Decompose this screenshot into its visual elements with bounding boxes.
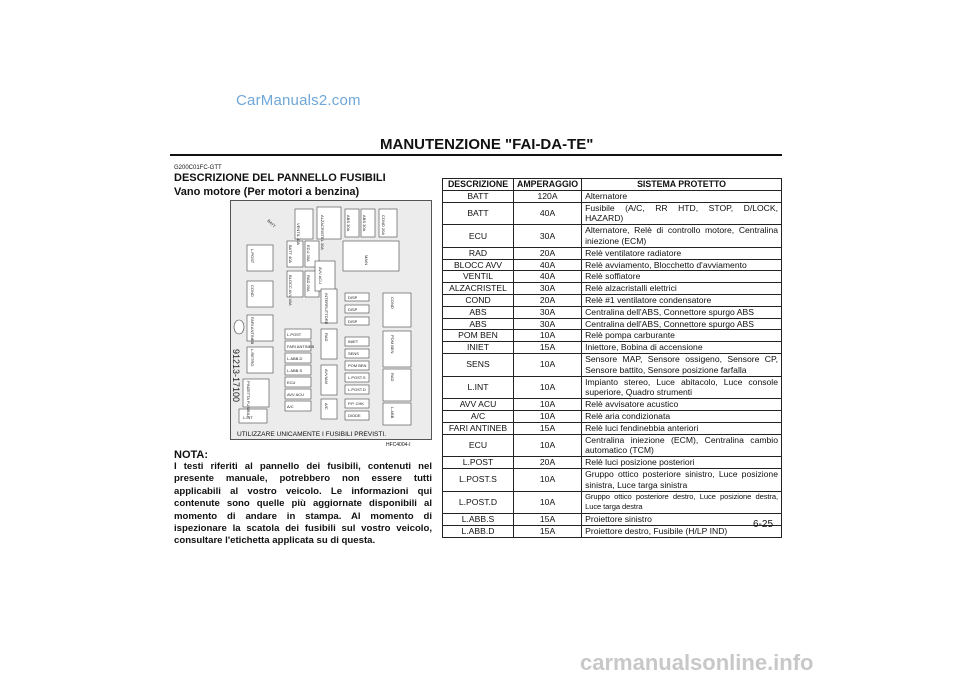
table-row — [443, 202, 782, 225]
fig-label-lpost-d: L.POST.D — [348, 387, 366, 392]
fig-caption: UTILIZZARE UNICAMENTE I FUSIBILI PREVISTI. — [237, 431, 387, 438]
fig-label-avviam: AVVIAM — [324, 369, 329, 384]
cell-amperaggio: 10A — [514, 353, 582, 376]
fig-part-number: 91213-17100 — [231, 349, 241, 403]
cell-amperaggio: 40A — [514, 202, 582, 225]
fig-label-alzacristel: ALZACRISTEL 30A — [320, 215, 325, 250]
fig-label-abs-a: ABS 30A — [346, 215, 351, 232]
fig-label-avvacu2: AVV ACU — [287, 392, 305, 397]
cell-sistema-protetto: Centralina dell'ABS, Connettore spurgo ABS — [582, 306, 782, 318]
fig-label-cond20: COND 20A — [381, 215, 386, 236]
fig-label-iniet: INIET — [348, 339, 359, 344]
table-row — [443, 422, 782, 434]
page-number: 6-25 — [753, 519, 774, 530]
cell-descrizione: ECU — [443, 434, 514, 457]
cell-descrizione: POM BEN — [443, 330, 514, 342]
table-row — [443, 468, 782, 491]
cell-descrizione: VENTIL — [443, 271, 514, 283]
fig-label-main: MAIN — [364, 255, 369, 265]
cell-amperaggio: 20A — [514, 247, 582, 259]
fig-label-ventil: VENTIL 40A — [296, 223, 301, 246]
cell-amperaggio: 10A — [514, 399, 582, 411]
table-row — [443, 376, 782, 399]
cell-descrizione: L.POST.D — [443, 491, 514, 514]
cell-descrizione: BATT — [443, 190, 514, 202]
table-row — [443, 294, 782, 306]
cell-descrizione: L.POST — [443, 457, 514, 469]
table-row — [443, 190, 782, 202]
fig-label-ac2: A/C — [287, 404, 294, 409]
fig-label-fari-small: FARI ANTINEB — [287, 344, 315, 349]
cell-descrizione: A/C — [443, 410, 514, 422]
cell-sistema-protetto: Alternatore — [582, 190, 782, 202]
cell-sistema-protetto: Relè aria condizionata — [582, 410, 782, 422]
cell-descrizione: L.ABB.S — [443, 514, 514, 526]
fig-label-batt-end: BATT — [266, 218, 277, 229]
cell-amperaggio: 10A — [514, 330, 582, 342]
fuse-table-body — [443, 190, 782, 537]
cell-amperaggio: 20A — [514, 457, 582, 469]
table-row — [443, 330, 782, 342]
fig-label-lint: L.INT — [243, 415, 253, 420]
fig-label-rele-c: RAD — [390, 373, 395, 382]
fuse-box-figure — [230, 200, 432, 440]
fig-label-ecu30: ECU 30A — [306, 245, 311, 262]
cell-amperaggio: 10A — [514, 491, 582, 514]
doc-code: G200C01FC-GTT — [174, 165, 222, 171]
header-amperaggio: AMPERAGGIO — [514, 179, 582, 191]
cell-descrizione: BLOCC AVV — [443, 259, 514, 271]
cell-amperaggio: 120A — [514, 190, 582, 202]
cell-sistema-protetto: Relè luci posizione posteriori — [582, 457, 782, 469]
table-row — [443, 434, 782, 457]
cell-amperaggio: 15A — [514, 514, 582, 526]
cell-sistema-protetto: Iniettore, Bobina di accensione — [582, 342, 782, 354]
fig-label-blocc: BLOCC AVV 40A — [288, 275, 293, 306]
table-row — [443, 247, 782, 259]
cell-descrizione: L.INT — [443, 376, 514, 399]
header-descrizione: DESCRIZIONE — [443, 179, 514, 191]
cell-sistema-protetto: Centralina iniezione (ECM), Centralina cambio automatico (TCM) — [582, 434, 782, 457]
fig-label-avvacu: AVV ACU — [318, 267, 323, 285]
table-row — [443, 271, 782, 283]
cell-descrizione: FARI ANTINEB — [443, 422, 514, 434]
fig-label-lpost-small: L.POST — [287, 332, 302, 337]
fig-label-disp1: DISP — [348, 295, 358, 300]
cell-sistema-protetto: Proiettore destro, Fusibile (H/LP IND) — [582, 525, 782, 537]
cell-descrizione: BATT — [443, 202, 514, 225]
fig-label-lretro: L.RETRO — [250, 349, 255, 367]
cell-sistema-protetto: Fusibile (A/C, RR HTD, STOP, D/LOCK, HAZARD) — [582, 202, 782, 225]
cell-sistema-protetto: Relè avviamento, Blocchetto d'avviamento — [582, 259, 782, 271]
cell-sistema-protetto: Relè avvisatore acustico — [582, 399, 782, 411]
table-row — [443, 342, 782, 354]
cell-descrizione: ABS — [443, 318, 514, 330]
fig-label-sens: SENS — [348, 351, 359, 356]
cell-sistema-protetto: Proiettore sinistro — [582, 514, 782, 526]
cell-sistema-protetto: Gruppo ottico posteriore sinistro, Luce posizione sinistra, Luce targa sinistra — [582, 468, 782, 491]
cell-descrizione: AVV ACU — [443, 399, 514, 411]
fig-label-disp3: DISP — [348, 319, 358, 324]
header-rule — [170, 154, 782, 156]
cell-sistema-protetto: Relè soffiatore — [582, 271, 782, 283]
fig-label-ecu: ECU — [287, 380, 296, 385]
cell-sistema-protetto: Centralina dell'ABS, Connettore spurgo ABS — [582, 318, 782, 330]
watermark-top: CarManuals2.com — [236, 92, 361, 109]
cell-descrizione: RAD — [443, 247, 514, 259]
fig-label-fari: FARI ANTINEB — [250, 317, 255, 345]
cell-descrizione: L.ABB.D — [443, 525, 514, 537]
table-row — [443, 514, 782, 526]
table-row — [443, 283, 782, 295]
cell-sistema-protetto: Relè #1 ventilatore condensatore — [582, 294, 782, 306]
cell-descrizione: ECU — [443, 225, 514, 248]
cell-amperaggio: 20A — [514, 294, 582, 306]
watermark-bottom: carmanualsonline.info — [580, 650, 814, 675]
fig-label-diode: DIODE — [348, 413, 361, 418]
fig-label-pinzetta: PINZETTA FUSIBILI — [246, 381, 251, 418]
cell-descrizione: ABS — [443, 306, 514, 318]
cell-amperaggio: 10A — [514, 434, 582, 457]
cell-amperaggio: 10A — [514, 410, 582, 422]
fig-label-disp2: DISP — [348, 307, 358, 312]
cell-amperaggio: 15A — [514, 342, 582, 354]
fig-label-lpost-s: L.POST.S — [348, 375, 366, 380]
cell-descrizione: L.POST.S — [443, 468, 514, 491]
cell-amperaggio: 15A — [514, 422, 582, 434]
cell-sistema-protetto: Sensore MAP, Sensore ossigeno, Sensore CP, Sensore battito, Sensore posizione farfalla — [582, 353, 782, 376]
table-row — [443, 457, 782, 469]
section-title: DESCRIZIONE DEL PANNELLO FUSIBILI — [174, 172, 386, 184]
cell-amperaggio: 15A — [514, 525, 582, 537]
cell-sistema-protetto: Alternatore, Relè di controllo motore, Centralina iniezione (ECM) — [582, 225, 782, 248]
fig-label-abs-b: ABS 30A — [362, 215, 367, 232]
fig-label-inter: INTERRUTTORE — [324, 293, 329, 325]
cell-descrizione: SENS — [443, 353, 514, 376]
cell-sistema-protetto: Impianto stereo, Luce abitacolo, Luce console superiore, Quadro strumenti — [582, 376, 782, 399]
fig-label-batt40: BATT 40A — [288, 245, 293, 264]
fig-label-lpost: L.POST — [250, 249, 255, 264]
cell-amperaggio: 30A — [514, 225, 582, 248]
fig-label-cond: COND — [250, 285, 255, 297]
table-row — [443, 525, 782, 537]
cell-amperaggio: 40A — [514, 259, 582, 271]
header-sistema-protetto: SISTEMA PROTETTO — [582, 179, 782, 191]
page-header-title: MANUTENZIONE "FAI-DA-TE" — [380, 136, 594, 153]
cell-amperaggio: 10A — [514, 376, 582, 399]
fig-label-ptf: P.P. CHK — [348, 401, 365, 406]
cell-sistema-protetto: Relè alzacristalli elettrici — [582, 283, 782, 295]
cell-sistema-protetto: Relè ventilatore radiatore — [582, 247, 782, 259]
cell-amperaggio: 40A — [514, 271, 582, 283]
fig-label-rele-b: POM BEN — [390, 335, 395, 354]
cell-descrizione: ALZACRISTEL — [443, 283, 514, 295]
table-row — [443, 259, 782, 271]
fig-label-rele-a: RAD — [324, 333, 329, 342]
table-row — [443, 318, 782, 330]
fuse-box-drawing — [231, 201, 431, 439]
fuse-table-header-row — [443, 179, 782, 191]
table-row — [443, 399, 782, 411]
figure-ref-code: HFC4004-I — [386, 442, 411, 448]
cell-sistema-protetto: Gruppo ottico posteriore destro, Luce posizione destra, Luce targa destra — [582, 491, 782, 514]
cell-amperaggio: 30A — [514, 306, 582, 318]
fig-label-rele-d: L.ABB — [390, 407, 395, 419]
table-row — [443, 410, 782, 422]
cell-descrizione: COND — [443, 294, 514, 306]
section-subtitle: Vano motore (Per motori a benzina) — [174, 186, 360, 198]
fig-label-pomben: POM BEN — [348, 363, 367, 368]
hyundai-logo-icon — [234, 320, 244, 334]
fig-label-rad: RAD 20A — [306, 275, 311, 292]
fig-label-cond-r: COND — [390, 297, 395, 309]
note-text: I testi riferiti al pannello dei fusibili, contenuti nel presente manuale, potrebbero non essere tutti applicabili al vostro veicolo. Le informazioni qui contenute sono quelle più aggiornate disponibili al momento di andare in stampa. Al momento di ispezionare la scatola dei fusibili sul vostro veicolo, consultare l'etichetta applicata su di questa. — [174, 461, 432, 547]
cell-amperaggio: 30A — [514, 318, 582, 330]
table-row — [443, 225, 782, 248]
table-row — [443, 353, 782, 376]
fuse-table — [442, 178, 782, 538]
cell-descrizione: INIET — [443, 342, 514, 354]
cell-sistema-protetto: Relè pompa carburante — [582, 330, 782, 342]
table-row — [443, 306, 782, 318]
table-row — [443, 491, 782, 514]
cell-amperaggio: 30A — [514, 283, 582, 295]
note-title: NOTA: — [174, 449, 209, 461]
fig-label-ac: A/C — [324, 403, 329, 410]
fig-label-labbs: L.ABB.S — [287, 368, 303, 373]
cell-sistema-protetto: Relè luci fendinebbia anteriori — [582, 422, 782, 434]
cell-amperaggio: 10A — [514, 468, 582, 491]
fig-label-labbd: L.ABB.D — [287, 356, 303, 361]
